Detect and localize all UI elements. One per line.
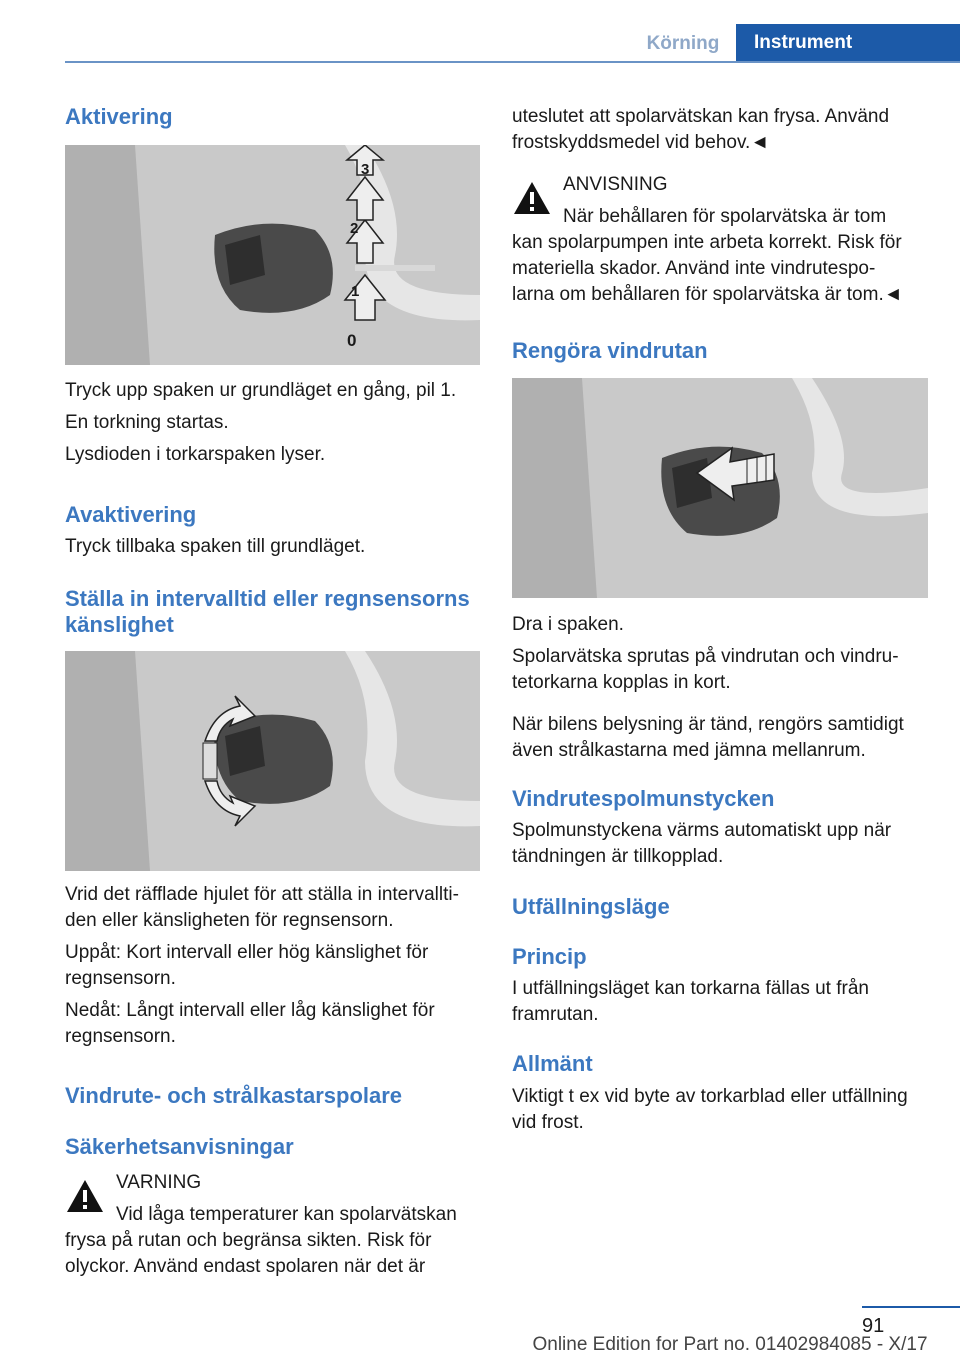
text-viktigt [512,1084,908,1136]
text-uteslutet [512,104,889,156]
text-nedat [65,998,435,1050]
pull-illustration [512,378,928,598]
notice-title: ANVISNING [563,174,668,195]
page-number: 91 [862,1315,885,1337]
heading-avaktivering: Avaktivering [65,502,197,527]
text-uppat-line2: regnsensorn. [65,968,176,989]
fig1-label-1: 1 [351,283,360,300]
text-utfallningslaget [512,976,869,1028]
text-uppat [65,940,428,992]
lever-illustration [65,145,480,365]
heading-sakerhetsanvisningar: Säkerhetsanvisningar [65,1134,294,1159]
text-vrid [65,882,459,934]
text-spolarvatska-sprutas [512,644,899,696]
text-spolarvatska-line1: Spolarvätska sprutas på vindrutan och vindru‐ [512,646,899,667]
text-vrid-line2: den eller känsligheten för regnsensorn. [65,910,394,931]
text-bilens-belysning [512,712,904,764]
figure-wiper-lever-activation [65,145,480,365]
tab-instrument[interactable]: Instrument [736,24,960,62]
wheel-illustration [65,651,480,871]
text-belysning-line2: även strålkastarna med jämna mellanrum. [512,740,866,761]
text-spolmunstyckena-line1: Spolmunstyckena värms automatiskt upp när [512,820,892,841]
fig1-label-3: 3 [361,161,370,178]
tab-korning[interactable]: Körning [646,33,720,54]
notice-line3: materiella skador. Använd inte vindrutespo‐ [512,258,876,279]
heading-rengora-vindrutan: Rengöra vindrutan [512,338,708,363]
heading-stalla-in-line2: känslighet [65,612,174,637]
text-viktigt-line2: vid frost. [512,1112,584,1133]
fig1-label-0: 0 [347,331,357,350]
edition-text: Online Edition for Part no. 01402984085 - X/17 [532,1334,928,1355]
footer-rule [862,1306,960,1308]
warning-icon [65,1178,105,1214]
figure-wiper-wheel [65,651,480,871]
text-tryck-upp: Tryck upp spaken ur grundläget en gång, pil 1. [65,380,457,401]
text-uteslutet-line1: uteslutet att spolarvätskan kan frysa. Använd [512,106,890,127]
heading-vindrute-stralkastarspolare: Vindrute- och strålkastarspolare [65,1083,403,1108]
heading-aktivering: Aktivering [65,104,173,129]
warning-line3: olyckor. Använd endast spolaren när det är [65,1256,426,1277]
fig1-label-2: 2 [350,220,359,237]
text-spolmunstyckena-line2: tändningen är tillkopplad. [512,846,724,867]
text-lysdioden: Lysdioden i torkarspaken lyser. [65,444,326,465]
text-utfallningslaget-line1: I utfällningsläget kan torkarna fällas ut från [512,978,869,999]
text-dra-i-spaken: Dra i spaken. [512,614,624,635]
heading-vindrutespolmunstycken: Vindrutespolmunstycken [512,786,775,811]
text-uppat-line1: Uppåt: Kort intervall eller hög känslighet för [65,942,429,963]
text-vrid-line1: Vrid det räfflade hjulet för att ställa in intervallti‐ [65,884,459,905]
text-spolmunstyckena [512,818,891,870]
notice-icon [512,180,552,216]
heading-utfallningslage: Utfällningsläge [512,894,670,919]
text-nedat-line1: Nedåt: Långt intervall eller låg känslighet för [65,1000,435,1021]
header-rule [65,61,960,63]
notice-line1: När behållaren för spolarvätska är tom [563,206,887,227]
text-nedat-line2: regnsensorn. [65,1026,176,1047]
text-tryck-tillbaka: Tryck tillbaka spaken till grundläget. [65,536,366,557]
text-uteslutet-line2: frostskyddsmedel vid behov.◄ [512,132,770,153]
heading-stalla-in [65,586,470,638]
warning-title: VARNING [116,1172,202,1193]
text-belysning-line1: När bilens belysning är tänd, rengörs samtidigt [512,714,904,735]
heading-stalla-in-line1: Ställa in intervalltid eller regnsensorns [65,586,470,611]
warning-line1: Vid låga temperaturer kan spolarvätskan [116,1204,457,1225]
text-torkning-startas: En torkning startas. [65,412,229,433]
notice-line4: larna om behållaren för spolarvätska är tom.◄ [512,284,903,305]
text-spolarvatska-line2: tetorkarna kopplas in kort. [512,672,731,693]
warning-line2: frysa på rutan och begränsa sikten. Risk för [65,1230,432,1251]
text-viktigt-line1: Viktigt t ex vid byte av torkarblad eller utfällning [512,1086,908,1107]
figure-wiper-pull [512,378,928,598]
text-utfallningslaget-line2: framrutan. [512,1004,599,1025]
notice-line2: kan spolarpumpen inte arbeta korrekt. Risk för [512,232,902,253]
heading-allmant: Allmänt [512,1051,593,1076]
heading-princip: Princip [512,944,587,969]
